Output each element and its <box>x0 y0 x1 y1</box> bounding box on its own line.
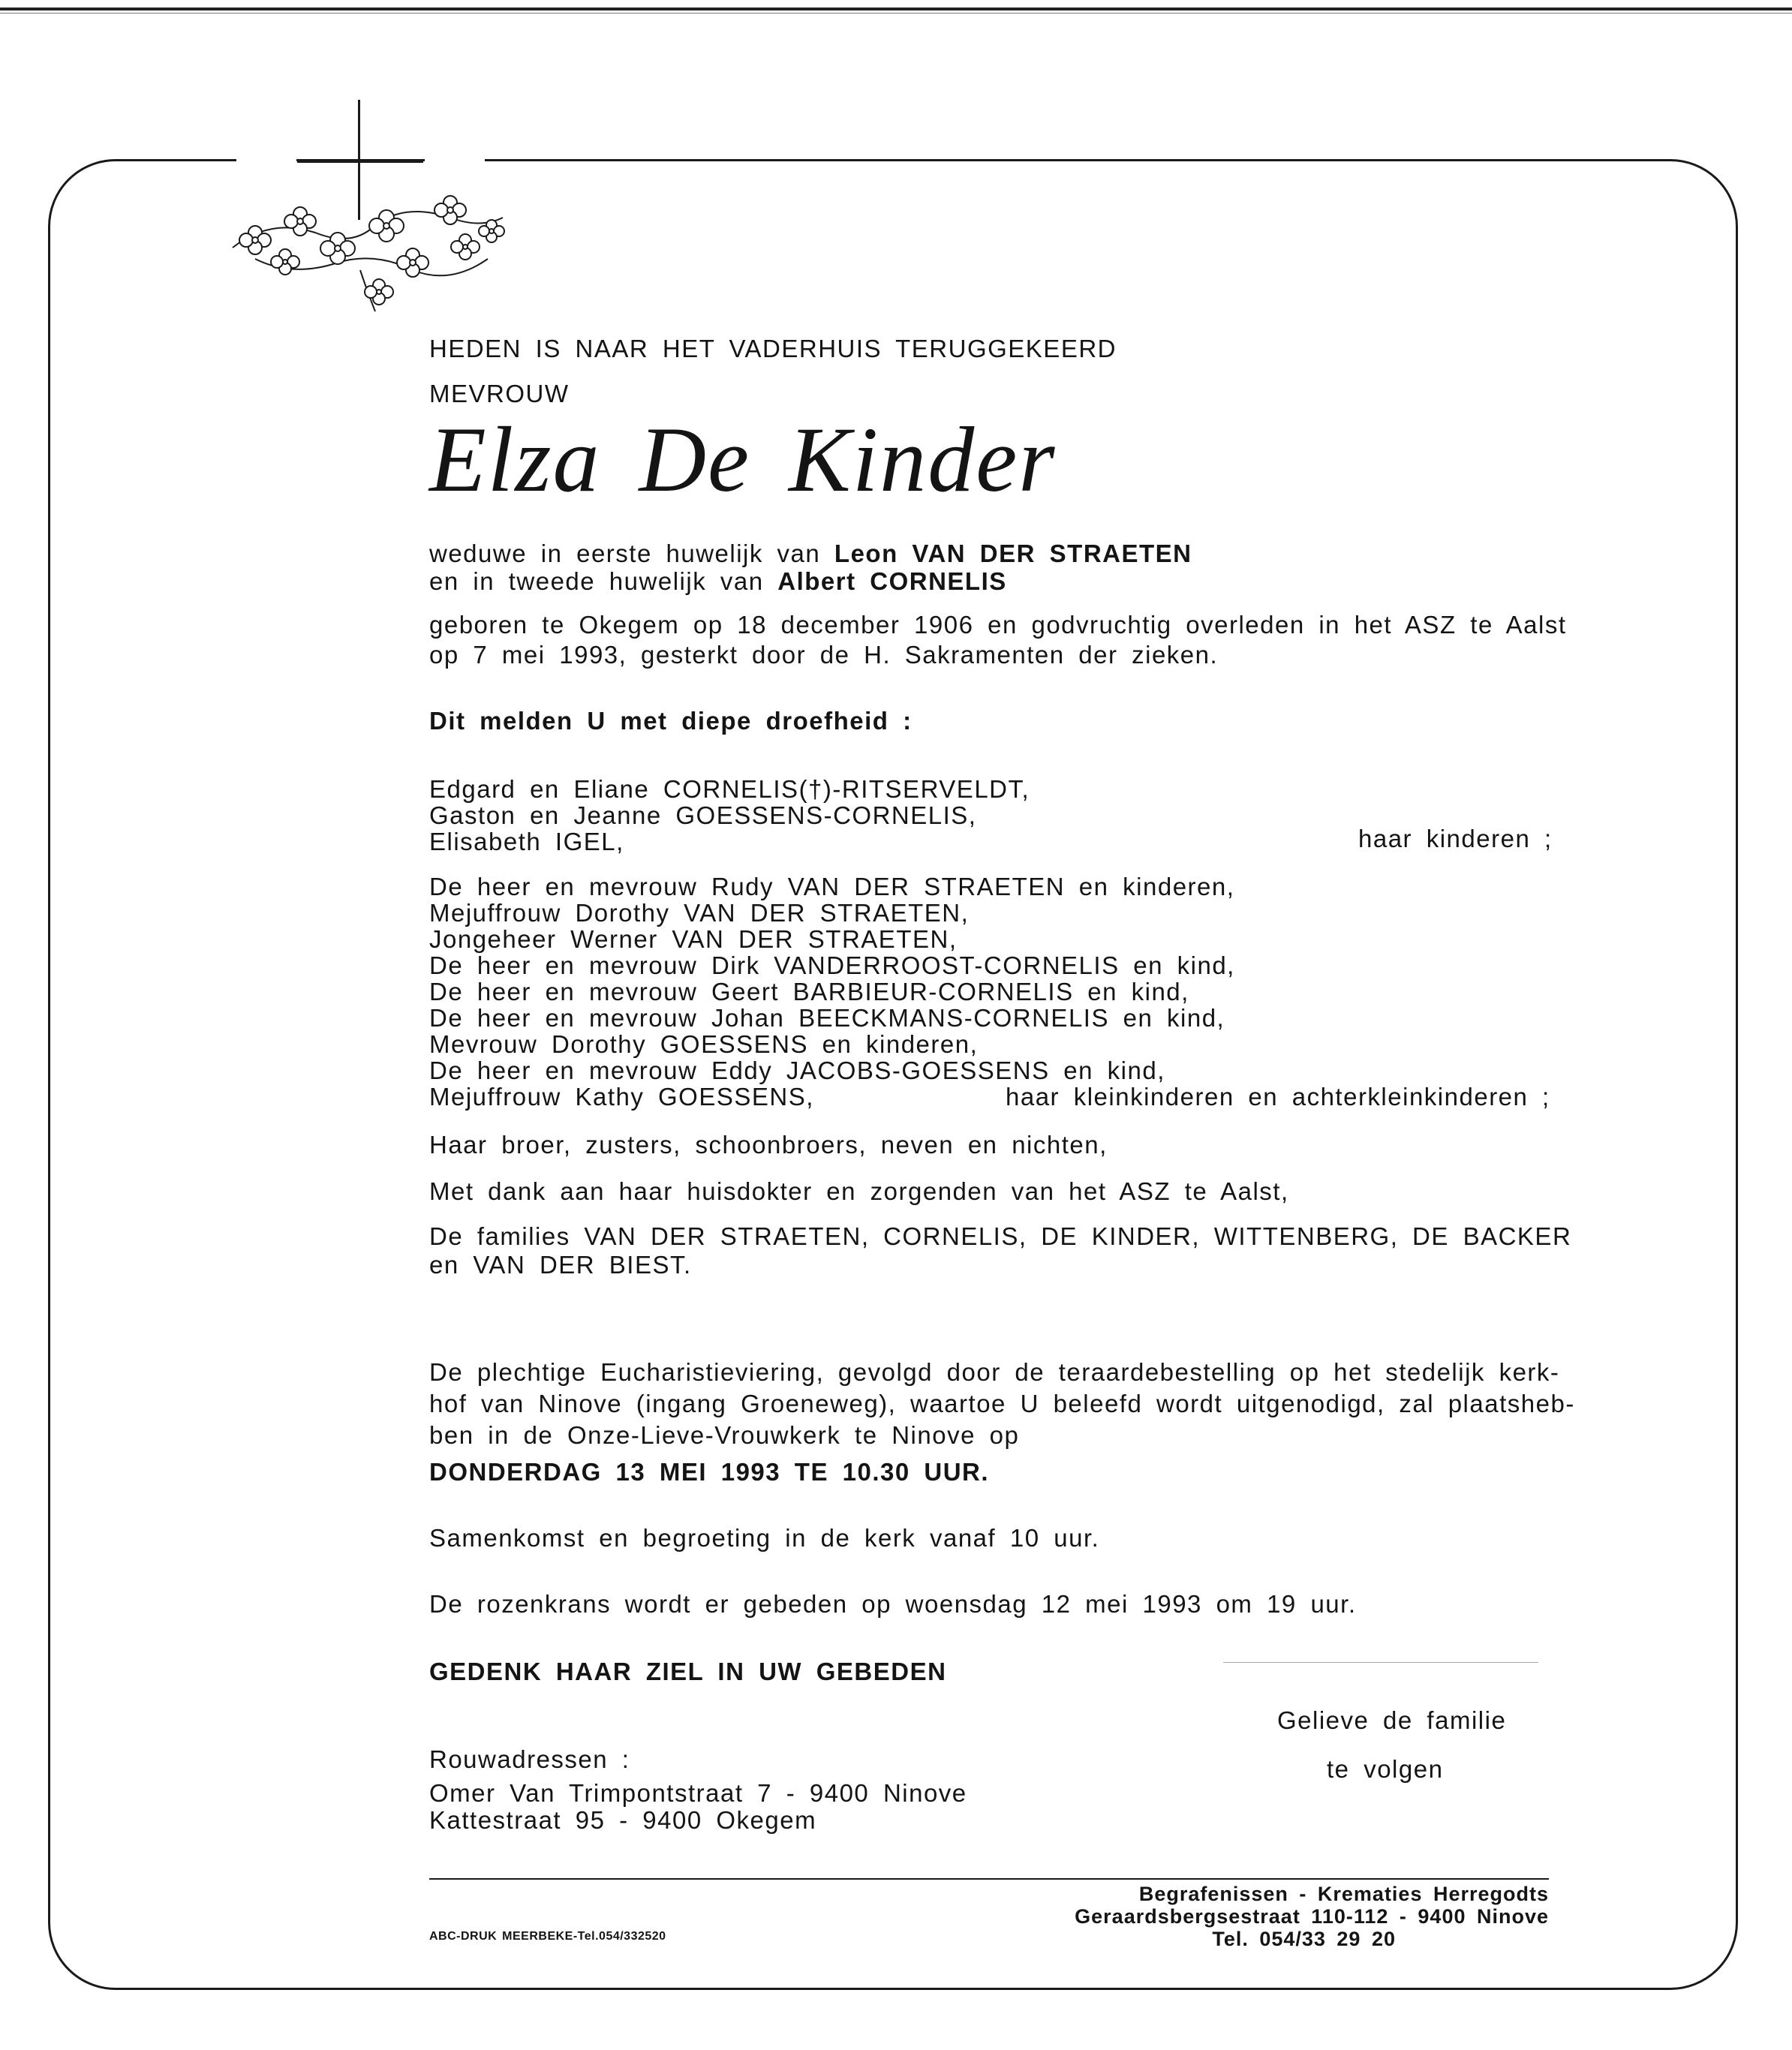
title-mevrouw: MEVROUW <box>429 380 570 407</box>
divider <box>1223 1662 1538 1663</box>
flower-garland-icon <box>225 188 510 315</box>
funeral-home-address: Geraardsbergsestraat 110-112 - 9400 Ninove <box>1075 1905 1549 1928</box>
address-line: Kattestraat 95 - 9400 Okegem <box>429 1806 817 1834</box>
marriage-text: en in tweede huwelijk van <box>429 567 778 595</box>
birth-line-1: geboren te Okegem op 18 december 1906 en godvruchtig overleden in het ASZ te Aalst <box>429 611 1567 639</box>
announcement-line: Dit melden U met diepe droefheid : <box>429 707 913 735</box>
list-item: De heer en mevrouw Eddy JACOBS-GOESSENS en kind, <box>429 1057 1165 1084</box>
list-item: Mevrouw Dorothy GOESSENS en kinderen, <box>429 1030 979 1058</box>
rosary-line: De rozenkrans wordt er gebeden op woensdag 12 mei 1993 om 19 uur. <box>429 1590 1357 1618</box>
deceased-name: Elza De Kinder <box>429 408 1057 511</box>
list-item: Mejuffrouw Kathy GOESSENS, <box>429 1083 814 1111</box>
top-edge-line-thin <box>0 13 1792 14</box>
first-husband: Leon VAN DER STRAETEN <box>834 540 1192 567</box>
gathering-line: Samenkomst en begroeting in de kerk vanaf 10 uur. <box>429 1524 1100 1552</box>
follow-line-2: te volgen <box>1327 1755 1444 1783</box>
list-item: Elisabeth IGEL, <box>429 828 624 855</box>
frame-gap <box>425 154 485 166</box>
list-item: Gaston en Jeanne GOESSENS-CORNELIS, <box>429 801 977 829</box>
service-line-2: hof van Ninove (ingang Groeneweg), waartoe U beleefd wordt uitgenodigd, zal plaatsheb- <box>429 1390 1575 1417</box>
remember-line: GEDENK HAAR ZIEL IN UW GEBEDEN <box>429 1658 947 1685</box>
cross-icon-horizontal <box>297 161 423 163</box>
service-line-3: ben in de Onze-Lieve-Vrouwkerk te Ninove op <box>429 1421 1020 1449</box>
children-role: haar kinderen ; <box>1358 825 1553 852</box>
addresses-label: Rouwadressen : <box>429 1745 630 1773</box>
funeral-home-name: Begrafenissen - Krematies Herregodts <box>1138 1883 1549 1905</box>
address-line: Omer Van Trimpontstraat 7 - 9400 Ninove <box>429 1779 967 1807</box>
list-item: De heer en mevrouw Rudy VAN DER STRAETEN en kinderen, <box>429 873 1235 900</box>
service-date: DONDERDAG 13 MEI 1993 TE 10.30 UUR. <box>429 1458 990 1486</box>
list-item: Jongeheer Werner VAN DER STRAETEN, <box>429 925 958 953</box>
marriage-line-2 <box>429 568 1007 595</box>
footer-divider <box>429 1878 1549 1880</box>
families-line-2: en VAN DER BIEST. <box>429 1251 692 1279</box>
list-item: Mejuffrouw Dorothy VAN DER STRAETEN, <box>429 899 970 927</box>
top-edge-line <box>0 8 1792 11</box>
printer-credit: ABC-DRUK MEERBEKE-Tel.054/332520 <box>429 1930 666 1943</box>
second-husband: Albert CORNELIS <box>777 567 1007 595</box>
list-item: De heer en mevrouw Geert BARBIEUR-CORNELIS en kind, <box>429 978 1189 1005</box>
list-item: De heer en mevrouw Johan BEECKMANS-CORNELIS en kind, <box>429 1004 1225 1032</box>
announcement-heading: HEDEN IS NAAR HET VADERHUIS TERUGGEKEERD <box>429 335 1117 362</box>
service-line-1: De plechtige Eucharistieviering, gevolgd door de teraardebestelling op het stedelijk kerk- <box>429 1358 1560 1386</box>
funeral-home-phone: Tel. 054/33 29 20 <box>1212 1928 1396 1950</box>
list-item: De heer en mevrouw Dirk VANDERROOST-CORNELIS en kind, <box>429 951 1235 979</box>
marriage-line-1 <box>429 540 1192 567</box>
list-item: Edgard en Eliane CORNELIS(†)-RITSERVELDT, <box>429 775 1030 803</box>
follow-line-1: Gelieve de familie <box>1277 1706 1507 1734</box>
thanks-line: Met dank aan haar huisdokter en zorgenden van het ASZ te Aalst, <box>429 1177 1289 1205</box>
marriage-text: weduwe in eerste huwelijk van <box>429 540 834 567</box>
relatives-line: Haar broer, zusters, schoonbroers, neven en nichten, <box>429 1131 1108 1159</box>
grandchildren-role: haar kleinkinderen en achterkleinkinderen ; <box>1006 1083 1550 1111</box>
birth-line-2: op 7 mei 1993, gesterkt door de H. Sakramenten der zieken. <box>429 641 1219 669</box>
frame-gap <box>236 154 296 166</box>
families-line-1: De families VAN DER STRAETEN, CORNELIS, DE KINDER, WITTENBERG, DE BACKER <box>429 1222 1572 1250</box>
